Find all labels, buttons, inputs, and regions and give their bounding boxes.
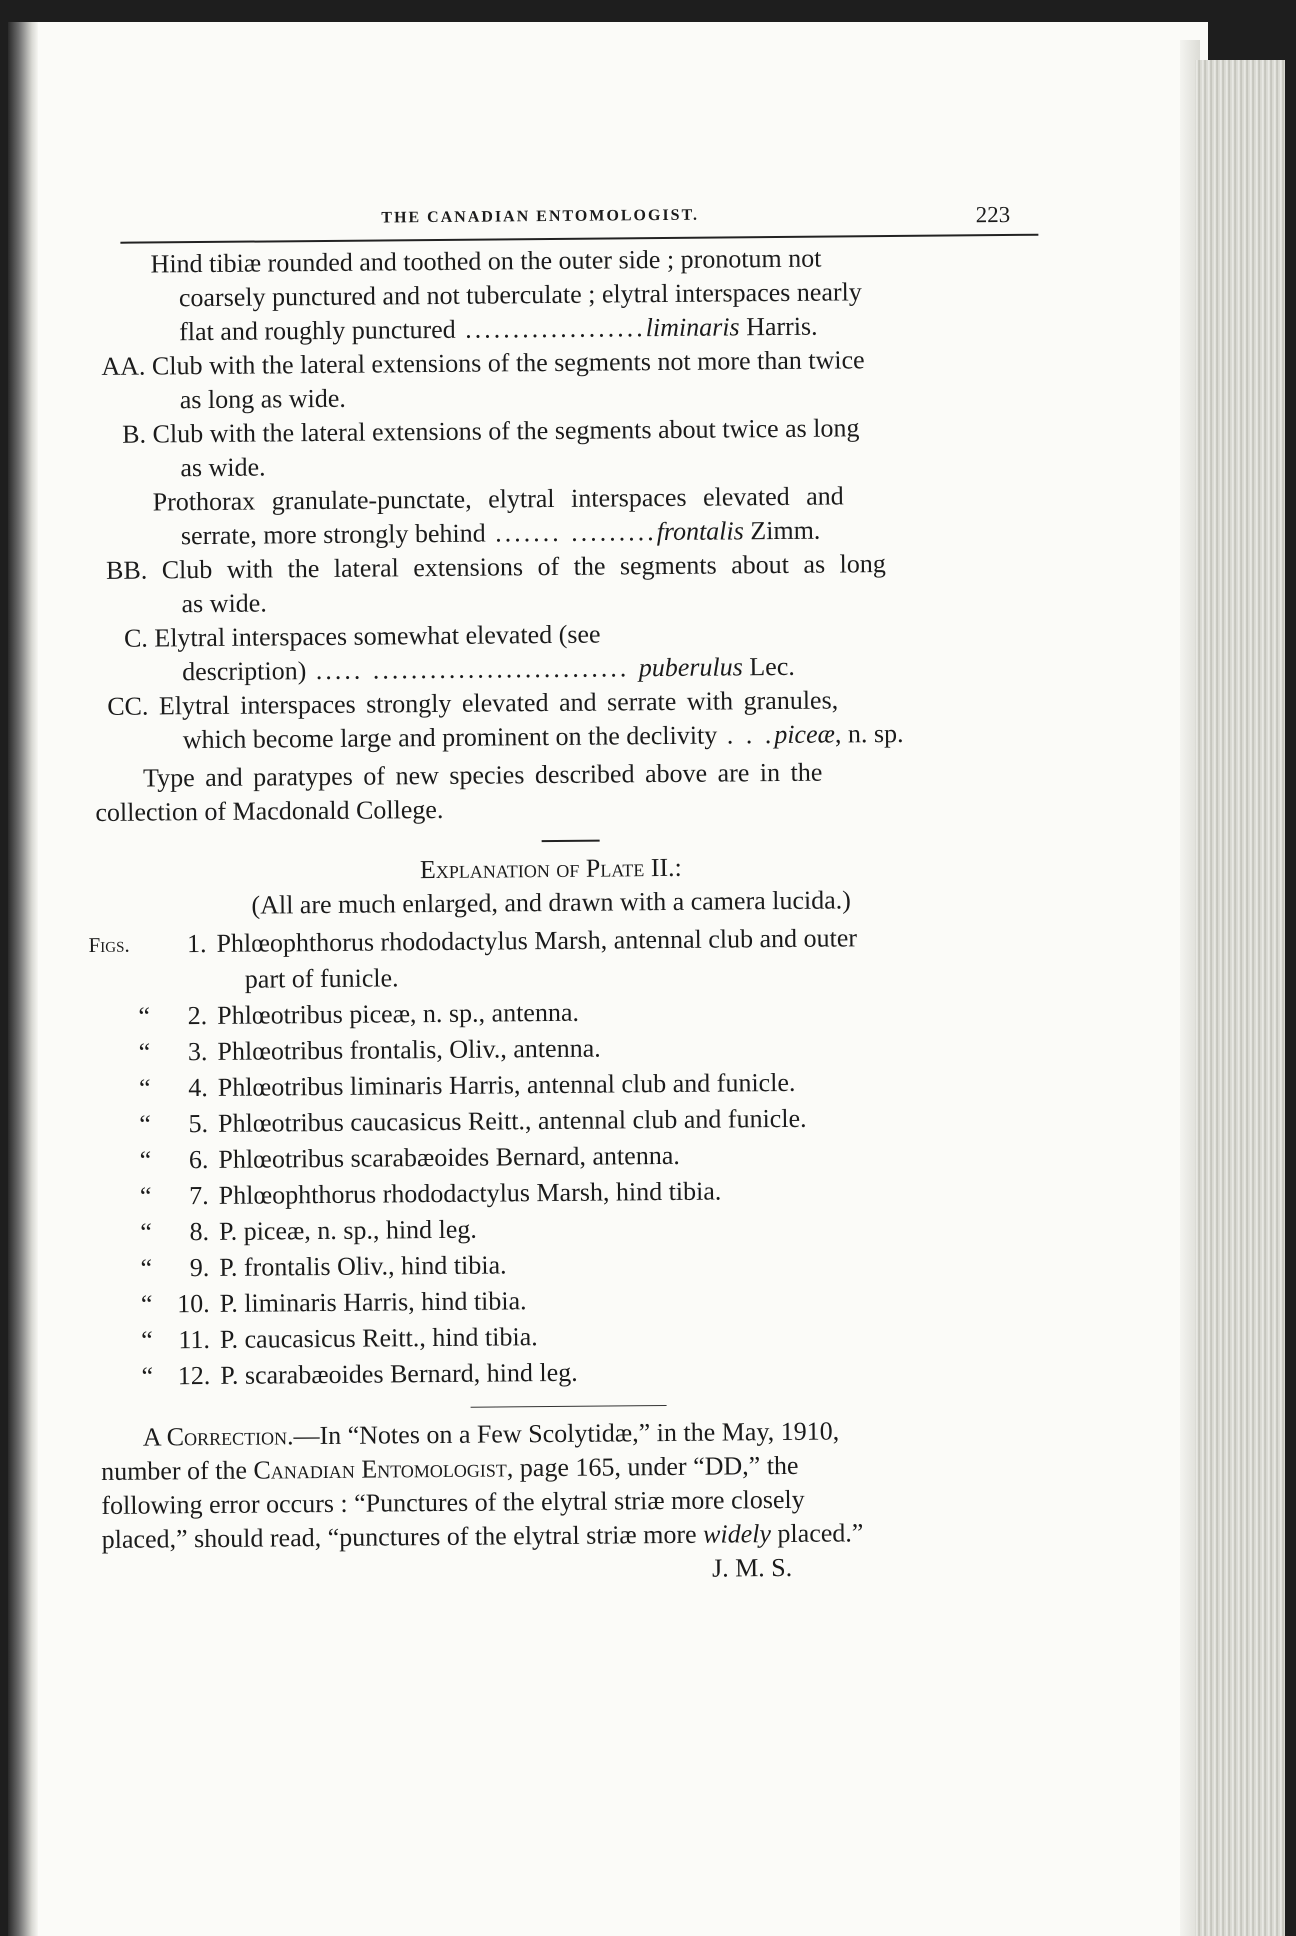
ditto-mark: “	[139, 1181, 152, 1211]
binding-gutter	[8, 22, 38, 1936]
key-label: B.	[122, 419, 147, 449]
running-head	[90, 188, 1040, 242]
page-content	[90, 188, 1052, 1591]
ditto-mark: “	[139, 1109, 151, 1139]
key-line: Prothorax granulate-punctate, elytral interspaces elevated and	[152, 481, 844, 517]
figure-item: “ 8. P. piceæ, n. sp., hind leg.	[99, 1208, 1049, 1252]
key-line: B. Club with the lateral extensions of the segments about twice as long	[92, 410, 1042, 452]
plate-explanation-title: Explanation of Plate II.:	[419, 852, 682, 885]
species-name: piceæ	[774, 719, 836, 750]
ditto-mark: “	[140, 1289, 153, 1319]
figure-item: “ 7. Phlœophthorus rhododactylus Marsh, hind tibia.	[99, 1172, 1049, 1216]
figure-item: “ 4. Phlœotribus liminaris Harris, antennal club and funicle.	[98, 1064, 1048, 1108]
key-line: serrate, more strongly behind ....... .........frontalis Zimm.	[180, 515, 821, 551]
correction-heading: A Correction.	[142, 1421, 294, 1452]
journal-name: Canadian Entomologist	[253, 1453, 507, 1485]
key-label: C.	[123, 623, 148, 653]
ditto-mark: “	[138, 1073, 151, 1103]
key-line: as wide.	[180, 452, 266, 483]
figure-item: “ 9. P. frontalis Oliv., hind tibia.	[99, 1244, 1049, 1288]
key-line: flat and roughly punctured ...................liminaris Harris.	[179, 311, 818, 347]
key-line: C. Elytral interspaces somewhat elevated (see	[94, 614, 1044, 656]
section-divider	[542, 840, 600, 843]
figure-item: “ 3. Phlœotribus frontalis, Oliv., antenna.	[97, 1028, 1047, 1072]
ditto-mark: “	[141, 1361, 154, 1391]
page-number: 223	[975, 201, 1011, 228]
running-title: THE CANADIAN ENTOMOLOGIST.	[381, 206, 700, 227]
key-line: AA. Club with the lateral extensions of the segments not more than twice	[91, 342, 1041, 384]
emphasis: widely	[702, 1519, 772, 1549]
signature: J. M. S.	[711, 1552, 793, 1583]
species-name: liminaris	[645, 312, 740, 343]
ditto-mark: “	[140, 1253, 153, 1283]
key-label: BB.	[105, 555, 148, 585]
key-line: which become large and prominent on the declivity . . .piceæ, n. sp.	[182, 718, 904, 755]
species-key	[90, 240, 1044, 758]
type-note: Type and paratypes of new species described above are in the collection of Macdonald College.	[95, 757, 823, 827]
figure-item: “ 11. P. caucasicus Reitt., hind tibia.	[100, 1316, 1050, 1360]
key-label: CC.	[107, 691, 149, 721]
figs-label: Figs.	[88, 932, 130, 958]
section-divider	[471, 1405, 667, 1408]
ditto-mark: “	[140, 1217, 152, 1247]
ditto-mark: “	[141, 1325, 153, 1355]
key-label: AA.	[101, 351, 146, 381]
ditto-mark: “	[139, 1145, 152, 1175]
figure-item: “ 12. P. scarabæoides Bernard, hind leg.	[100, 1352, 1050, 1396]
plate-explanation-subtitle: (All are much enlarged, and drawn with a camera lucida.)	[251, 885, 852, 920]
figure-item-continuation: part of funicle.	[244, 963, 399, 994]
key-line: CC. Elytral interspaces strongly elevated and serrate with granules,	[94, 682, 1044, 724]
species-name: frontalis	[656, 516, 744, 547]
key-line: BB. Club with the lateral extensions of the segments about as long	[93, 546, 1043, 588]
stacked-page-edges	[1195, 60, 1285, 1936]
key-line: as wide.	[181, 588, 267, 619]
figure-item: “ 2. Phlœotribus piceæ, n. sp., antenna.	[97, 992, 1047, 1036]
figure-item: “ 10. P. liminaris Harris, hind tibia.	[100, 1280, 1050, 1324]
species-name: puberulus	[638, 652, 743, 683]
figure-list	[88, 920, 1050, 1396]
ditto-mark: “	[138, 1037, 151, 1067]
ditto-mark: “	[138, 1001, 151, 1031]
correction-note: A Correction.—In “Notes on a Few Scolytidæ,” in the May, 1910, number of the Canadian Entomologist, page 165, under “DD,” the following error occurs : “Punctures of the elytral striæ more closely placed,” should read, “punctures of the elytral striæ more widely placed.” J. M. S.	[101, 1413, 1052, 1591]
figure-item: “ 5. Phlœotribus caucasicus Reitt., antennal club and funicle.	[98, 1100, 1048, 1144]
key-line: description) ..... ........................... puberulus Lec.	[182, 651, 795, 687]
figure-item: Figs. 1. Phlœophthorus rhododactylus Marsh, antennal club and outer	[96, 920, 1046, 964]
key-line: coarsely punctured and not tuberculate ; elytral interspaces nearly	[178, 277, 862, 313]
key-line: Hind tibiæ rounded and toothed on the outer side ; pronotum not	[150, 243, 822, 279]
figure-item: “ 6. Phlœotribus scarabæoides Bernard, antenna.	[98, 1136, 1048, 1180]
key-line: as long as wide.	[179, 383, 346, 415]
